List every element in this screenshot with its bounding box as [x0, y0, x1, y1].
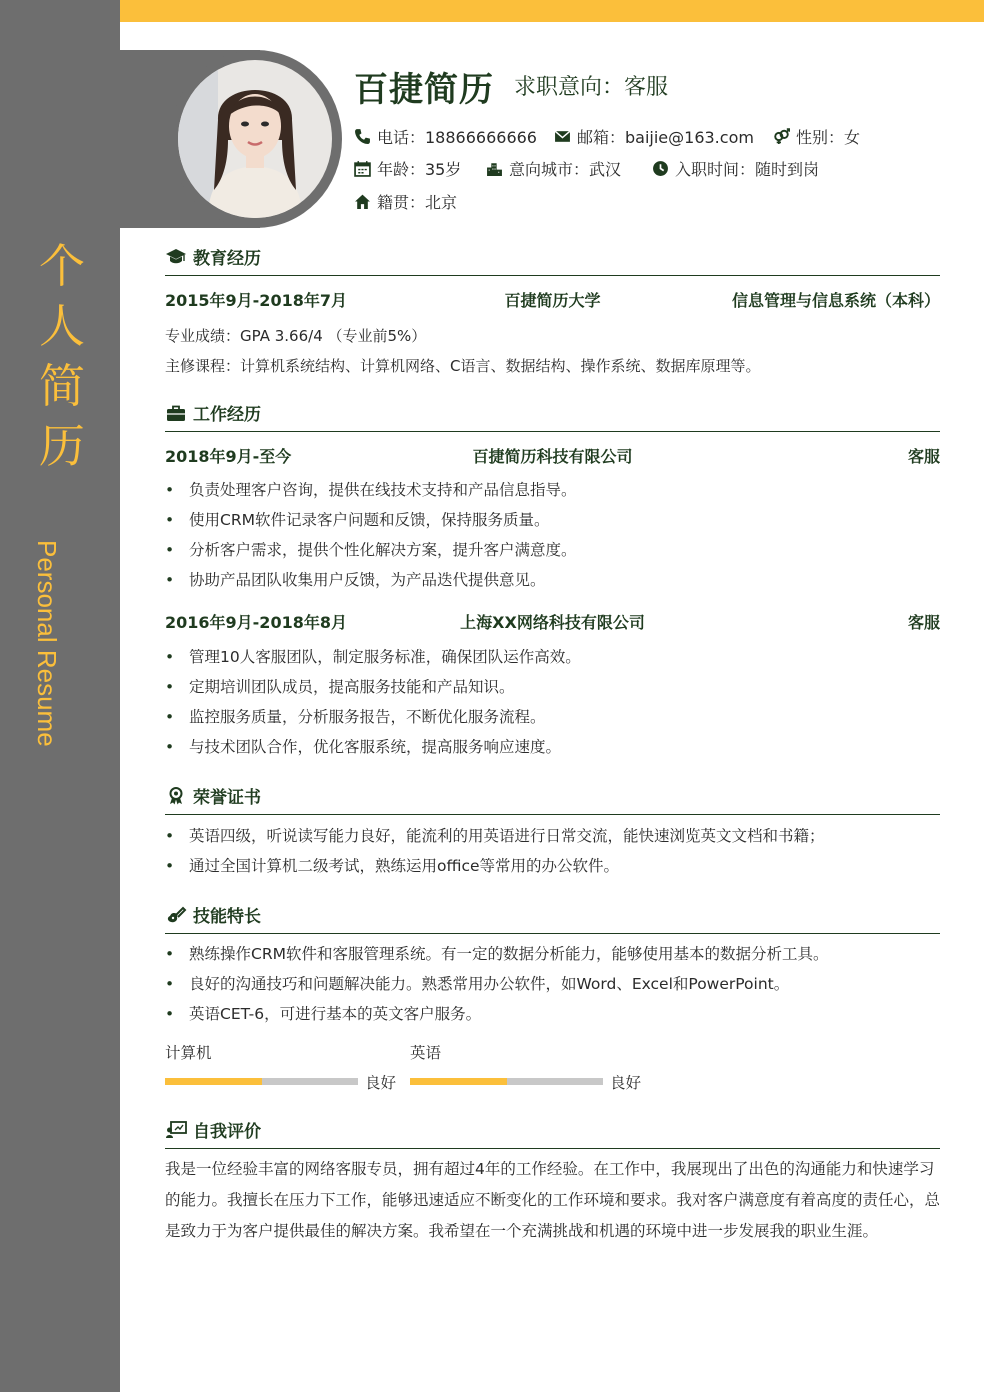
skill-bar	[165, 1078, 358, 1085]
info-city-text: 意向城市：武汉	[509, 160, 622, 179]
gender-icon	[773, 128, 790, 145]
list-item: • 与技术团队合作，优化客服系统，提高服务响应速度。	[165, 732, 581, 762]
job-duties	[165, 475, 577, 595]
skills-title: 技能特长	[193, 907, 261, 927]
education-courses: 主修课程：计算机系统结构、计算机网络、C语言、数据结构、操作系统、数据库原理等。	[165, 357, 761, 375]
skill-bar-fill	[410, 1078, 507, 1085]
skill-bar	[410, 1078, 603, 1085]
honors-heading	[165, 783, 940, 815]
education-heading	[165, 244, 940, 276]
job-duties	[165, 642, 581, 762]
self-eval-title: 自我评价	[193, 1122, 261, 1142]
clock-icon	[652, 160, 669, 177]
education-title: 教育经历	[193, 249, 261, 269]
sidebar-title-char: 个	[39, 239, 85, 293]
info-gender-text: 性别：女	[796, 128, 861, 147]
graduation-cap-icon	[165, 248, 187, 266]
list-item: • 管理10人客服团队，制定服务标准，确保团队运作高效。	[165, 642, 581, 672]
job-role: 客服	[907, 613, 940, 632]
skill-bar-fill	[165, 1078, 262, 1085]
sidebar-title-char: 简	[39, 359, 85, 413]
info-email-text: 邮箱：baijie@163.com	[577, 128, 754, 147]
self-eval-text: 我是一位经验丰富的网络客服专员，拥有超过4年的工作经验。在工作中，我展现出了出色的沟通能力和快速学习的能力。我擅长在压力下工作，能够迅速适应不断变化的工作环境和要求。我对客户满意度有着高度的责任心，总是致力于为客户提供最佳的解决方案。我希望在一个充满挑战和机遇的环境中进一步发展我的职业生涯。	[165, 1160, 941, 1240]
avatar	[178, 60, 332, 218]
list-item: • 协助产品团队收集用户反馈，为产品迭代提供意见。	[165, 565, 577, 595]
self-eval-heading	[165, 1117, 940, 1149]
briefcase-icon	[165, 404, 187, 422]
work-title: 工作经历	[193, 405, 261, 425]
calendar-icon	[354, 160, 371, 177]
job-role: 客服	[907, 447, 940, 466]
award-icon	[165, 787, 187, 805]
top-accent-bar	[120, 0, 984, 22]
info-age	[354, 157, 461, 180]
work-heading	[165, 400, 940, 432]
phone-icon	[354, 128, 371, 145]
skills-list	[165, 939, 828, 1029]
sidebar-subtitle: Personal Resume	[32, 540, 62, 747]
list-item: • 监控服务质量，分析服务报告，不断优化服务流程。	[165, 702, 581, 732]
job-intent: 求职意向：客服	[514, 75, 669, 100]
education-gpa: 专业成绩：GPA 3.66/4 （专业前5%）	[165, 327, 427, 345]
job-company: 百捷简历科技有限公司	[472, 447, 633, 466]
sidebar-title	[36, 236, 88, 476]
info-age-text: 年龄：35岁	[377, 160, 462, 179]
skill-name: 英语	[410, 1044, 442, 1062]
sidebar-title-char: 历	[39, 419, 85, 473]
list-item: • 定期培训团队成员，提高服务技能和产品知识。	[165, 672, 581, 702]
education-major: 信息管理与信息系统（本科）	[731, 291, 940, 310]
info-origin	[354, 190, 457, 213]
list-item: • 分析客户需求，提供个性化解决方案，提升客户满意度。	[165, 535, 577, 565]
skills-heading	[165, 902, 940, 934]
list-item: • 负责处理客户咨询，提供在线技术支持和产品信息指导。	[165, 475, 577, 505]
skill-name: 计算机	[165, 1044, 212, 1062]
home-icon	[354, 193, 371, 210]
info-origin-text: 籍贯：北京	[377, 193, 458, 212]
education-period: 2015年9月-2018年7月	[165, 291, 347, 310]
presentation-icon	[165, 1121, 187, 1139]
job-period: 2018年9月-至今	[165, 447, 292, 466]
list-item: • 通过全国计算机二级考试，熟练运用office等常用的办公软件。	[165, 851, 825, 881]
info-phone	[354, 125, 537, 148]
honors-list	[165, 821, 825, 881]
candidate-name: 百捷简历	[354, 70, 494, 110]
honors-title: 荣誉证书	[193, 788, 261, 808]
list-item: • 英语四级，听说读写能力良好，能流利的用英语进行日常交流，能快速浏览英文文档和书籍；	[165, 821, 825, 851]
info-start-text: 入职时间：随时到岗	[675, 160, 820, 179]
job-period: 2016年9月-2018年8月	[165, 613, 347, 632]
envelope-icon	[554, 128, 571, 145]
sidebar-title-char: 人	[39, 299, 85, 353]
education-school: 百捷简历大学	[504, 291, 601, 310]
info-phone-text: 电话：18866666666	[377, 128, 537, 147]
info-start	[652, 157, 819, 180]
info-gender	[773, 125, 860, 148]
info-email	[554, 125, 754, 148]
guitar-icon	[165, 906, 187, 924]
skill-level: 良好	[365, 1074, 397, 1092]
list-item: • 良好的沟通技巧和问题解决能力。熟悉常用办公软件，如Word、Excel和PowerPoint。	[165, 969, 828, 999]
skill-level: 良好	[610, 1074, 642, 1092]
info-city	[486, 157, 621, 180]
list-item: • 熟练操作CRM软件和客服管理系统。有一定的数据分析能力，能够使用基本的数据分析工具。	[165, 939, 828, 969]
job-company: 上海XX网络科技有限公司	[460, 613, 645, 632]
list-item: • 英语CET-6，可进行基本的英文客户服务。	[165, 999, 828, 1029]
list-item: • 使用CRM软件记录客户问题和反馈，保持服务质量。	[165, 505, 577, 535]
city-icon	[486, 160, 503, 177]
